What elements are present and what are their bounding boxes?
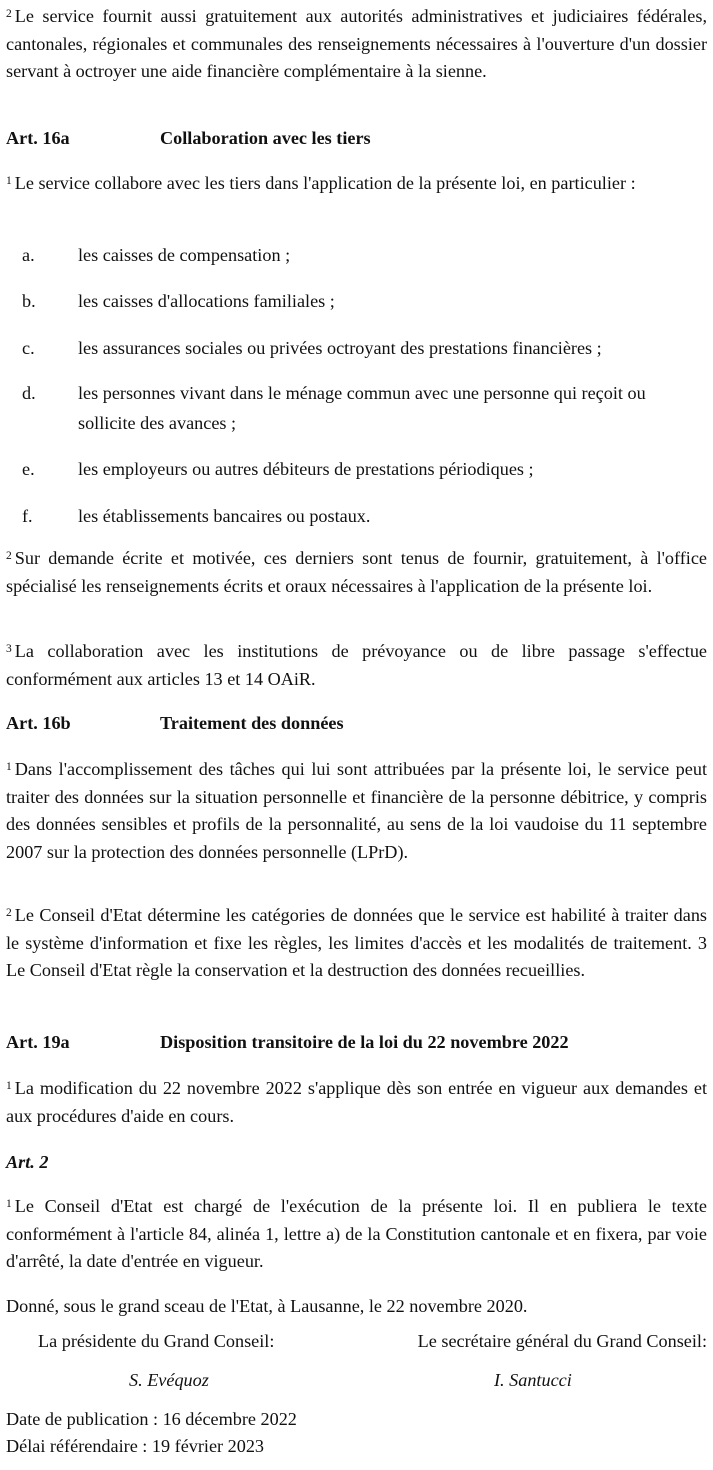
president-role: La présidente du Grand Conseil:: [38, 1331, 275, 1351]
secretary-name: I. Santucci: [494, 1370, 572, 1390]
paragraph-number: 1: [6, 175, 12, 187]
list-marker: c.: [22, 338, 35, 358]
list-marker: f.: [22, 506, 33, 526]
paragraph-number: 1: [6, 1198, 12, 1210]
article-number: Art. 16a: [6, 128, 70, 148]
article-title: Collaboration avec les tiers: [160, 128, 371, 148]
list-marker: d.: [22, 383, 36, 403]
intro-paragraph: [6, 3, 707, 86]
paragraph-text: La collaboration avec les institutions de prévoyance ou de libre passage s'effectue conformément aux articles 13 et 14 OAiR.: [6, 641, 707, 689]
president-name: S. Evéquoz: [129, 1370, 209, 1390]
paragraph-number: 3: [6, 643, 12, 655]
art2-paragraph-1: [6, 1193, 707, 1276]
list-text: les personnes vivant dans le ménage commun avec une personne qui reçoit ou sollicite des avances ;: [78, 383, 646, 433]
list-text: les établissements bancaires ou postaux.: [78, 506, 371, 526]
art16b-paragraph-1: [6, 756, 707, 866]
list-text: les assurances sociales ou privées octroyant des prestations financières ;: [78, 338, 602, 358]
list-marker: b.: [22, 291, 36, 311]
list-text: les employeurs ou autres débiteurs de prestations périodiques ;: [78, 459, 534, 479]
paragraph-text: Le Conseil d'Etat détermine les catégories de données que le service est habilité à traiter dans le système d'information et fixe les règles, les limites d'accès et les modalités de traitement. 3 Le Conseil d'Etat règle la conservation et la destruction des données recueillies.: [6, 905, 707, 980]
paragraph-number: 2: [6, 8, 12, 20]
paragraph-text: Dans l'accomplissement des tâches qui lui sont attribuées par la présente loi, le service peut traiter des données sur la situation personnelle et financière de la personne débitrice, y compris des données sensibles et profils de la personnalité, au sens de la loi vaudoise du 11 septembre 2007 sur la protection des données personnelle (LPrD).: [6, 759, 707, 862]
art16b-paragraph-2: [6, 902, 707, 985]
publication-date: Date de publication : 16 décembre 2022: [6, 1409, 297, 1429]
paragraph-text: Le Conseil d'Etat est chargé de l'exécution de la présente loi. Il en publiera le texte conformément à l'article 84, alinéa 1, lettre a) de la Constitution cantonale et en fixera, par voie d'arrêté, la date d'entrée en vigueur.: [6, 1196, 707, 1271]
paragraph-number: 2: [6, 550, 12, 562]
paragraph-text: La modification du 22 novembre 2022 s'applique dès son entrée en vigueur aux demandes et aux procédures d'aide en cours.: [6, 1078, 707, 1126]
art16a-paragraph-1: [6, 170, 707, 198]
art19a-paragraph-1: [6, 1075, 707, 1130]
paragraph-number: 2: [6, 907, 12, 919]
art16a-paragraph-3: [6, 638, 707, 693]
art16a-paragraph-2: [6, 545, 707, 600]
referendum-deadline: Délai référendaire : 19 février 2023: [6, 1436, 265, 1456]
paragraph-text: Sur demande écrite et motivée, ces derniers sont tenus de fournir, gratuitement, à l'office spécialisé les renseignements écrits et oraux nécessaires à l'application de la présente loi.: [6, 548, 707, 596]
paragraph-number: 1: [6, 1080, 12, 1092]
paragraph-text: Le service collabore avec les tiers dans l'application de la présente loi, en particulier :: [14, 173, 636, 193]
list-text: les caisses d'allocations familiales ;: [78, 291, 335, 311]
article-number: Art. 19a: [6, 1032, 70, 1052]
list-marker: a.: [22, 245, 35, 265]
article-title: Traitement des données: [160, 713, 344, 733]
secretary-role: Le secrétaire général du Grand Conseil:: [417, 1331, 707, 1351]
article-number: Art. 16b: [6, 713, 71, 733]
given-statement: Donné, sous le grand sceau de l'Etat, à Lausanne, le 22 novembre 2020.: [6, 1296, 528, 1316]
paragraph-text: Le service fournit aussi gratuitement aux autorités administratives et judiciaires fédérales, cantonales, régionales et communales des renseignements nécessaires à l'ouverture d'un dossier servant à octroyer une aide financière complémentaire à la sienne.: [6, 6, 707, 81]
paragraph-number: 1: [6, 761, 12, 773]
article-heading-2: Art. 2: [6, 1152, 49, 1172]
list-marker: e.: [22, 459, 35, 479]
list-text: les caisses de compensation ;: [78, 245, 291, 265]
article-title: Disposition transitoire de la loi du 22 novembre 2022: [160, 1032, 569, 1052]
